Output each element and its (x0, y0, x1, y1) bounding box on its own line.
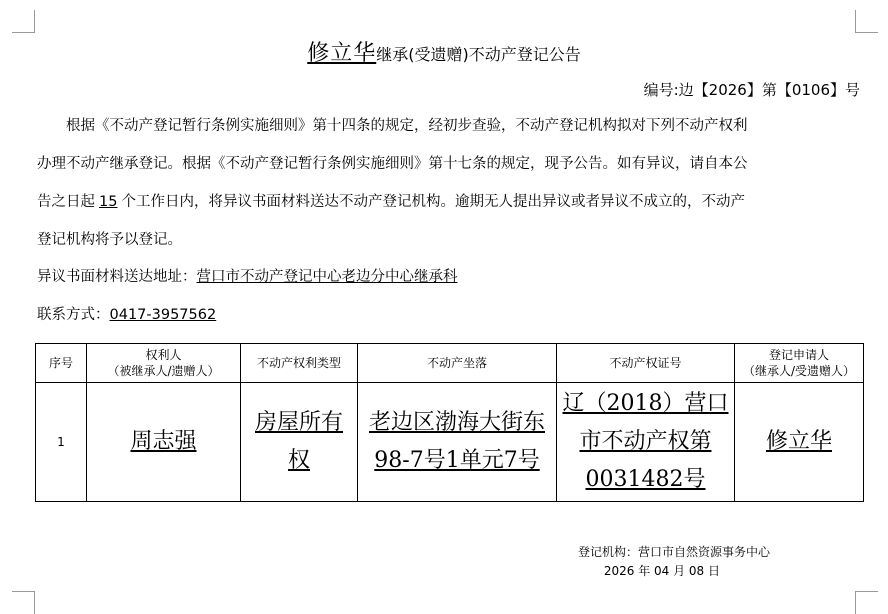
body-line-1: 根据《不动产登记暂行条例实施细则》第十四条的规定，经初步查验，不动产登记机构拟对下列不动产权利 (66, 118, 748, 134)
row-index: 1 (36, 383, 87, 502)
contact-info (37, 303, 216, 324)
row-certificate-cell (557, 383, 735, 502)
row-applicant-cell (735, 383, 864, 502)
row-location: 老边区渤海大街东98-7号1单元7号 (368, 410, 545, 473)
body-line-3 (37, 183, 863, 221)
row-applicant: 修立华 (765, 429, 832, 454)
title-suffix: 继承(受遗赠)不动产登记公告 (376, 45, 581, 64)
body-line-3-before: 告之日起 (37, 194, 95, 210)
objection-address-value: 营口市不动产登记中心老边分中心继承科 (196, 269, 458, 285)
document-number: 编号:边【2026】第【0106】号 (643, 81, 860, 99)
header-applicant: 登记申请人 （继承人/受遗赠人） (735, 344, 864, 383)
title-applicant-name: 修立华 (307, 41, 377, 66)
registration-table (35, 343, 864, 502)
crop-mark-bottom-right (855, 591, 878, 614)
header-certificate-no: 不动产权证号 (557, 344, 735, 383)
row-right-holder-cell (87, 383, 241, 502)
crop-mark-bottom-left (12, 591, 35, 614)
contact-label: 联系方式： (37, 307, 110, 323)
row-right-holder: 周志强 (130, 429, 197, 454)
notice-title (0, 36, 888, 67)
header-right-holder: 权利人 （被继承人/遗赠人） (87, 344, 241, 383)
row-right-type: 房屋所有权 (255, 410, 344, 473)
header-index: 序号 (36, 344, 87, 383)
header-right-type: 不动产权利类型 (241, 344, 358, 383)
registration-authority: 登记机构：营口市自然资源事务中心 (577, 545, 770, 559)
body-line-3-after: 个工作日内，将异议书面材料送达不动产登记机构。逾期无人提出异议或者异议不成立的，不动产 (121, 194, 745, 210)
body-line-2: 办理不动产继承登记。根据《不动产登记暂行条例实施细则》第十七条的规定，现予公告。如有异议，请自本公 (37, 156, 748, 172)
header-location: 不动产坐落 (358, 344, 557, 383)
crop-mark-top-left (12, 10, 35, 33)
contact-phone: 0417-3957562 (109, 307, 217, 323)
row-right-type-cell (241, 383, 358, 502)
row-certificate-no: 辽（2018）营口市不动产权第0031482号 (562, 391, 729, 492)
body-line-4: 登记机构将予以登记。 (37, 232, 182, 248)
table-row (36, 383, 864, 502)
notice-date: 2026 年 04 月 08 日 (603, 564, 720, 578)
crop-mark-top-right (855, 10, 878, 33)
objection-days: 15 (99, 194, 118, 210)
notice-body (37, 107, 863, 259)
row-location-cell (358, 383, 557, 502)
objection-address (37, 265, 458, 286)
table-header-row (36, 344, 864, 383)
objection-address-label: 异议书面材料送达地址： (37, 269, 197, 285)
